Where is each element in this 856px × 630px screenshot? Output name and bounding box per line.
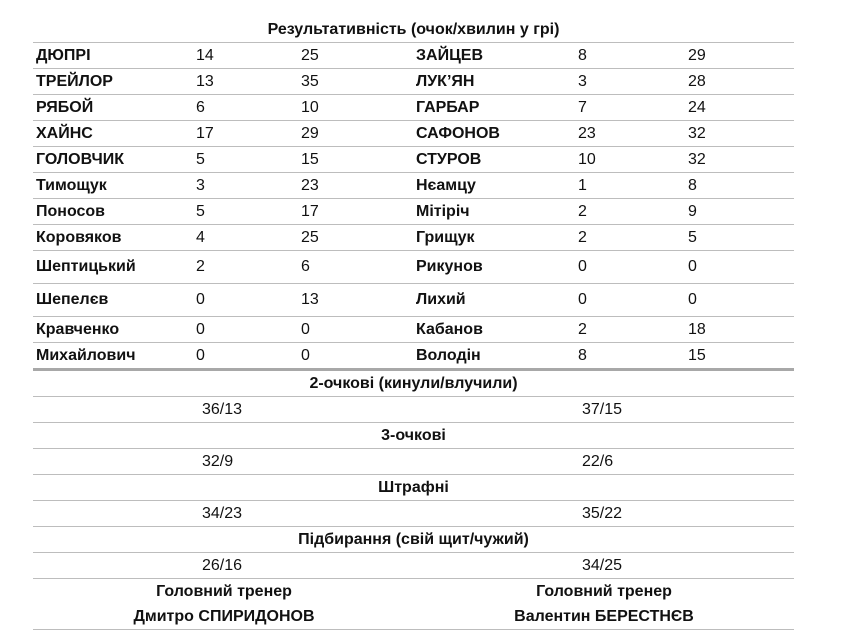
stat-right-value: 34/25: [582, 557, 623, 574]
left-player-points: 3: [196, 176, 205, 194]
stat-left-value: 26/16: [202, 557, 243, 574]
right-player-minutes: 29: [688, 46, 706, 64]
right-player-points: 8: [578, 46, 587, 64]
stat-left-value: 32/9: [202, 453, 234, 470]
team-stats: [33, 371, 794, 579]
left-player-minutes: 35: [301, 72, 319, 90]
left-player-points: 6: [196, 98, 205, 116]
right-player-minutes: 32: [688, 150, 706, 168]
left-player-points: 5: [196, 202, 205, 220]
right-player-name: Нєамцу: [416, 176, 476, 194]
right-player-minutes: 18: [688, 320, 706, 338]
right-player-minutes: 0: [688, 258, 697, 275]
right-player-name: ЛУК’ЯН: [416, 72, 475, 90]
left-player-points: 2: [196, 258, 205, 275]
player-row: [33, 173, 794, 199]
player-row: [33, 343, 794, 371]
left-player-minutes: 25: [301, 228, 319, 246]
left-player-minutes: 29: [301, 124, 319, 142]
stat-values-row: [33, 553, 794, 579]
stat-left-value: 34/23: [202, 505, 243, 522]
left-player-minutes: 17: [301, 202, 319, 220]
stat-values-row: [33, 449, 794, 475]
stat-heading: 3-очкові: [33, 423, 794, 449]
left-player-points: 5: [196, 150, 205, 168]
left-player-points: 13: [196, 72, 214, 90]
right-player-minutes: 24: [688, 98, 706, 116]
right-player-points: 23: [578, 124, 596, 142]
player-row: [33, 225, 794, 251]
game-stats-table: [33, 18, 794, 630]
player-row: [33, 121, 794, 147]
left-player-minutes: 25: [301, 46, 319, 64]
player-row: [33, 43, 794, 69]
player-row: [33, 147, 794, 173]
stat-right-value: 22/6: [582, 453, 614, 470]
right-player-name: Лихий: [416, 291, 466, 308]
player-row: [33, 251, 794, 284]
right-player-name: ЗАЙЦЕВ: [416, 46, 483, 64]
left-player-minutes: 0: [301, 346, 310, 364]
coach-name-row: [33, 604, 794, 630]
left-player-name: ТРЕЙЛОР: [36, 72, 113, 90]
right-player-name: САФОНОВ: [416, 124, 500, 142]
right-player-name: Рикунов: [416, 258, 483, 275]
left-coach-name: Дмитро СПИРИДОНОВ: [133, 608, 315, 625]
right-player-name: ГАРБАР: [416, 98, 480, 116]
right-player-name: Мітіріч: [416, 202, 470, 220]
player-row: [33, 284, 794, 317]
right-player-points: 3: [578, 72, 587, 90]
right-player-points: 2: [578, 228, 587, 246]
left-player-name: Кравченко: [36, 320, 120, 338]
right-player-minutes: 15: [688, 346, 706, 364]
stat-right-value: 35/22: [582, 505, 623, 522]
left-player-minutes: 6: [301, 258, 310, 275]
right-player-minutes: 5: [688, 228, 697, 246]
right-player-minutes: 32: [688, 124, 706, 142]
left-player-name: РЯБОЙ: [36, 98, 94, 116]
stat-heading: Підбирання (свій щит/чужий): [33, 527, 794, 553]
right-player-points: 2: [578, 202, 587, 220]
left-player-name: Шепелєв: [36, 291, 109, 308]
right-player-points: 0: [578, 291, 587, 308]
left-player-name: Тимощук: [36, 176, 107, 194]
left-player-name: ХАЙНС: [36, 124, 93, 142]
left-player-points: 14: [196, 46, 214, 64]
left-player-name: ДЮПРІ: [36, 46, 91, 64]
right-player-points: 0: [578, 258, 587, 275]
player-row: [33, 69, 794, 95]
right-player-points: 8: [578, 346, 587, 364]
right-coach-name: Валентин БЕРЕСТНЄВ: [514, 608, 694, 625]
left-player-minutes: 0: [301, 320, 310, 338]
coach-role-row: [33, 579, 794, 604]
left-player-name: Коровяков: [36, 228, 122, 246]
player-row: [33, 317, 794, 343]
stat-left-value: 36/13: [202, 401, 243, 418]
left-player-name: Шептицький: [36, 258, 136, 275]
left-player-name: Михайлович: [36, 346, 136, 364]
players-list: [33, 43, 794, 371]
right-player-name: СТУРОВ: [416, 150, 482, 168]
left-player-points: 4: [196, 228, 205, 246]
stat-values-row: [33, 501, 794, 527]
right-player-minutes: 28: [688, 72, 706, 90]
right-coach-role: Головний тренер: [536, 583, 672, 600]
left-player-points: 0: [196, 291, 205, 308]
right-player-minutes: 0: [688, 291, 697, 308]
right-player-minutes: 8: [688, 176, 697, 194]
stat-right-value: 37/15: [582, 401, 623, 418]
player-row: [33, 95, 794, 121]
left-player-points: 0: [196, 346, 205, 364]
right-player-points: 7: [578, 98, 587, 116]
left-player-points: 0: [196, 320, 205, 338]
right-player-points: 2: [578, 320, 587, 338]
stat-heading: Штрафні: [33, 475, 794, 501]
right-player-name: Кабанов: [416, 320, 483, 338]
player-row: [33, 199, 794, 225]
left-player-minutes: 13: [301, 291, 319, 308]
left-player-points: 17: [196, 124, 214, 142]
right-player-minutes: 9: [688, 202, 697, 220]
stat-values-row: [33, 397, 794, 423]
stat-heading: 2-очкові (кинули/влучили): [33, 371, 794, 397]
left-coach-role: Головний тренер: [156, 583, 292, 600]
right-player-name: Володін: [416, 346, 481, 364]
left-player-minutes: 23: [301, 176, 319, 194]
right-player-points: 10: [578, 150, 596, 168]
table-title: Результативність (очок/хвилин у грі): [33, 18, 794, 43]
left-player-name: Поносов: [36, 202, 106, 220]
right-player-name: Грищук: [416, 228, 475, 246]
left-player-minutes: 10: [301, 98, 319, 116]
right-player-points: 1: [578, 176, 587, 194]
left-player-minutes: 15: [301, 150, 319, 168]
left-player-name: ГОЛОВЧИК: [36, 150, 125, 168]
